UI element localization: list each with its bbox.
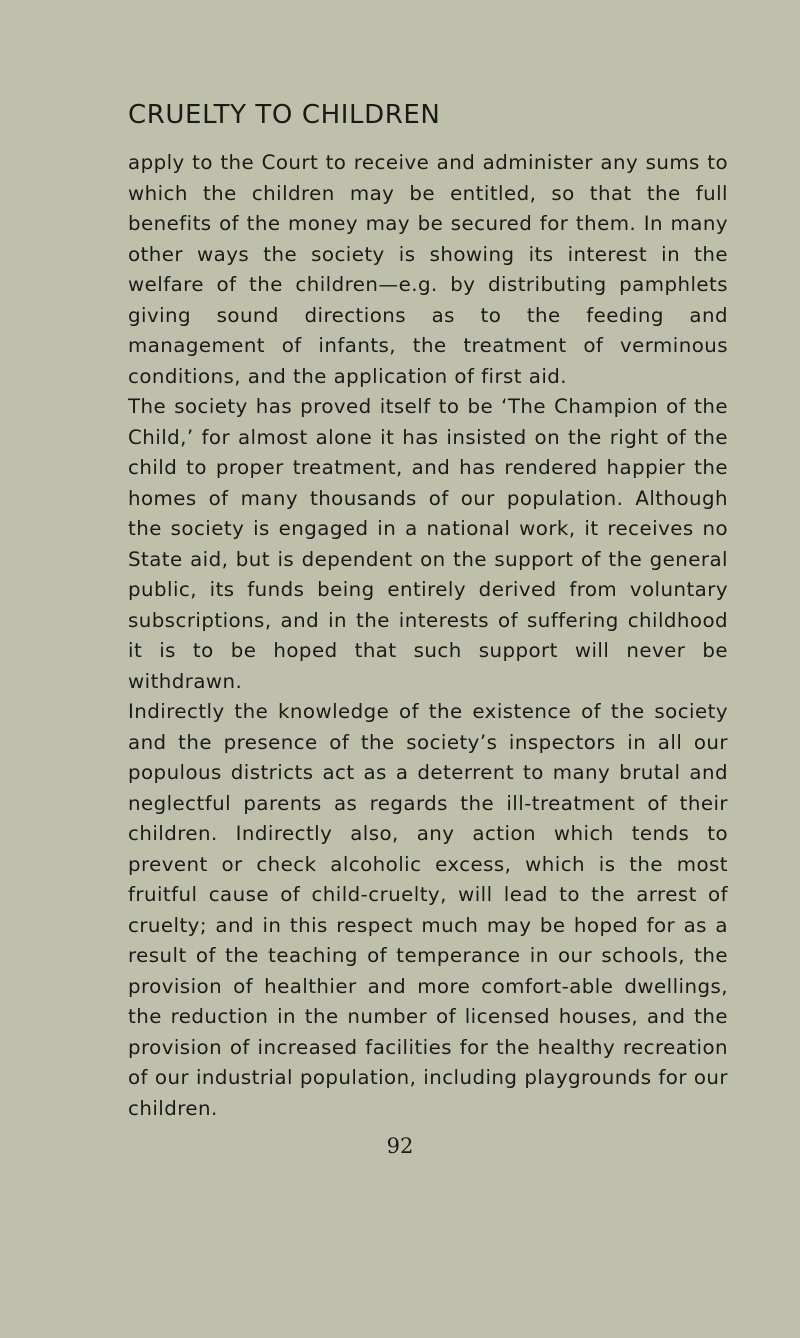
running-head-title: CRUELTY TO CHILDREN xyxy=(128,100,441,130)
page-body xyxy=(128,148,728,1124)
paragraph-2: The society has proved itself to be ‘The Champion of the Child,’ for almost alone it has insisted on the right of the child to proper treatment, and has rendered happier the homes of many thousands of our population. Although the society is engaged in a national work, it receives no State aid, but is dependent on the support of the general public, its funds being entirely derived from voluntary subscriptions, and in the interests of suffering childhood it is to be hoped that such support will never be withdrawn. xyxy=(128,395,728,693)
paragraph-3: Indirectly the knowledge of the existence of the society and the presence of the society’s inspectors in all our populous districts act as a deterrent to many brutal and neglectful parents as regards the ill-treatment of their children. Indirectly also, any action which tends to prevent or check alcoholic excess, which is the most fruitful cause of child-cruelty, will lead to the arrest of cruelty; and in this respect much may be hoped for as a result of the teaching of temperance in our schools, the provision of healthier and more comfort-able dwellings, the reduction in the number of licensed houses, and the provision of increased facilities for the healthy recreation of our industrial population, including playgrounds for our children. xyxy=(128,700,728,1120)
paragraph-1: apply to the Court to receive and administer any sums to which the children may be entitled, so that the full benefits of the money may be secured for them. In many other ways the society is showing its interest in the welfare of the children—e.g. by distributing pamphlets giving sound directions as to the feeding and management of infants, the treatment of verminous conditions, and the application of first aid. xyxy=(128,151,728,388)
page-number: 92 xyxy=(386,1134,414,1158)
